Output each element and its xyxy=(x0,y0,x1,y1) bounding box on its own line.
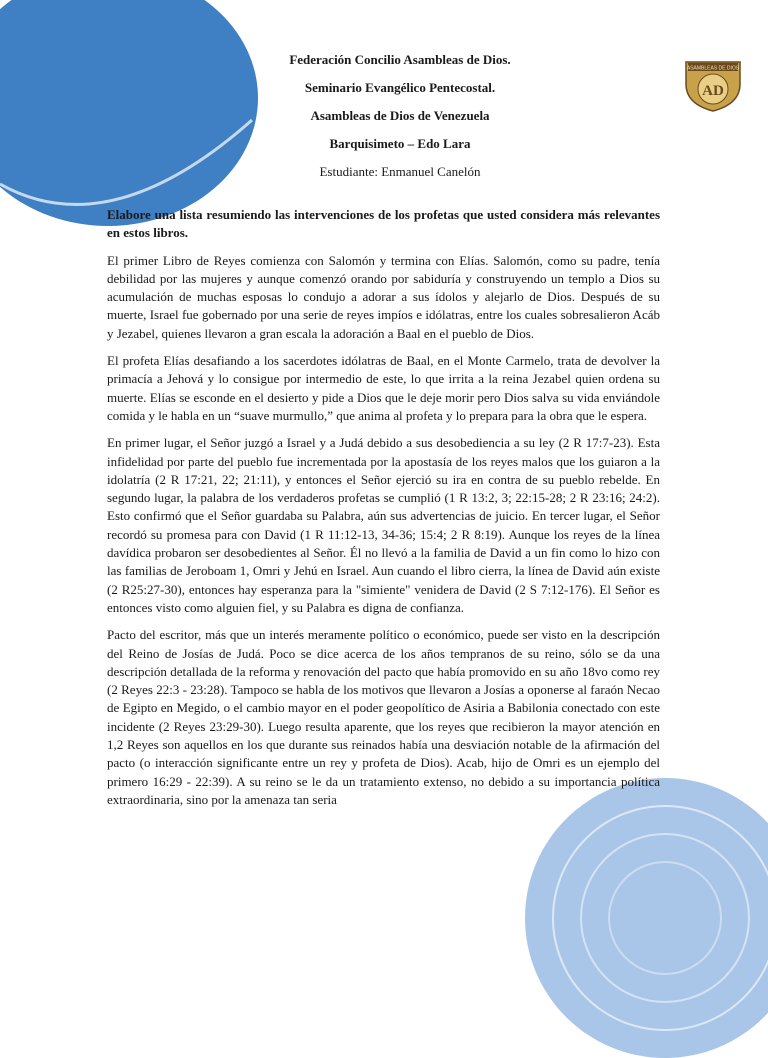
paragraph-3: En primer lugar, el Señor juzgó a Israel y a Judá debido a sus desobediencia a su ley (2 R 17:7-23). Esta infidelidad por parte del pueblo fue incrementada por la apostasía de los reyes malos que los guiaron a la idolatría (2 R 17:21, 22; 21:11), y entonces el Señor ejerció su ira en contra de su pueblo rebelde. En segundo lugar, la palabra de los verdaderos profetas se cumplió (1 R 13:2, 3; 22:15-28; 2 R 23:16; 24:2). Esto confirmó que el Señor guardaba su Palabra, aún sus advertencias de juicio. En tercer lugar, el Señor recordó su promesa para con David (1 R 11:12-13, 34-36; 15:4; 2 R 8:19). Aunque los reyes de la línea davídica probaron ser desobedientes al Señor. Él no llevó a la familia de David a un fin como lo hizo con las familias de Jeroboam 1, Omri y Jehú en Israel. Aun cuando el libro cierra, la línea de David aún existe (2 R25:27-30), entonces hay esperanza para la "simiente" venidera de David (2 S 7:12-176). El Señor es entonces visto como alguien fiel, y su Palabra es digna de confianza. xyxy=(107,435,660,615)
document-header xyxy=(180,46,620,186)
header-ciudad: Barquisimeto – Edo Lara xyxy=(329,136,471,151)
svg-text:AD: AD xyxy=(702,83,724,99)
decorative-blue-circle-bottom xyxy=(525,778,768,1058)
header-seminario: Seminario Evangélico Pentecostal. xyxy=(304,80,496,95)
document-body xyxy=(107,206,660,818)
paragraph-1: El primer Libro de Reyes comienza con Salomón y termina con Elías. Salomón, como su padre, tenía debilidad por las mujeres y aunque comenzó orando por sabiduría y construyendo un templo a Dios su acumulación de muchas esposas lo condujo a adorar a sus ídolos y alejarlo de Dios. Después de su muerte, Israel fue gobernado por una serie de reyes impíos e idólatras, entre los cuales sobresalieron Acáb y Jezabel, quienes llevaron a gran escala la adoración a Baal en el pueblo de Dios. xyxy=(107,252,660,341)
asambleas-de-dios-logo xyxy=(682,56,744,112)
paragraph-2: El profeta Elías desafiando a los sacerdotes idólatras de Baal, en el Monte Carmelo, trata de devolver la primacía a Jehová y lo consigue por intermedio de este, lo que irrita a la reina Jezabel quien ordena su muerte. Elías se esconde en el desierto y pide a Dios que le deje morir pero Dios salva su vida enviándole comida y le habla en un “suave murmullo,” que anima al profeta y lo prepara para la obra que le espera. xyxy=(107,353,660,423)
header-estudiante: Estudiante: Enmanuel Canelón xyxy=(319,164,481,179)
assignment-question: Elabore una lista resumiendo las intervenciones de los profetas que usted considera más relevantes en estos libros. xyxy=(107,207,660,241)
paragraph-4: Pacto del escritor, más que un interés meramente político o económico, puede ser visto en la descripción del Reino de Josías de Judá. Poco se dice acerca de los años tempranos de su reino, sólo se da una descripción detallada de la reforma y renovación del pacto que había promovido en su año 18vo como rey (2 Reyes 22:3 - 23:28). Tampoco se habla de los motivos que llevaron a Josías a oponerse al faraón Necao de Egipto en Megido, o el cambio mayor en el poder geopolítico de Asiria a Babilonia conectado con este incidente (2 Reyes 23:29-30). Luego resulta aparente, que los reyes que recibieron la mayor atención en 1,2 Reyes son aquellos en los que durante sus reinados había una desviación notable de la afirmación del pacto (o interacción significante entre un rey y profeta de Dios). Acab, hijo de Omri es un ejemplo del primero 16:29 - 22:39). A su reino se le da un tratamiento extenso, no debido a su importancia política extraordinaria, sino por la amenaza tan seria xyxy=(107,627,660,807)
header-asambleas: Asambleas de Dios de Venezuela xyxy=(310,108,490,123)
header-federacion: Federación Concilio Asambleas de Dios. xyxy=(289,52,511,67)
svg-text:ASAMBLEAS DE DIOS: ASAMBLEAS DE DIOS xyxy=(686,65,740,72)
